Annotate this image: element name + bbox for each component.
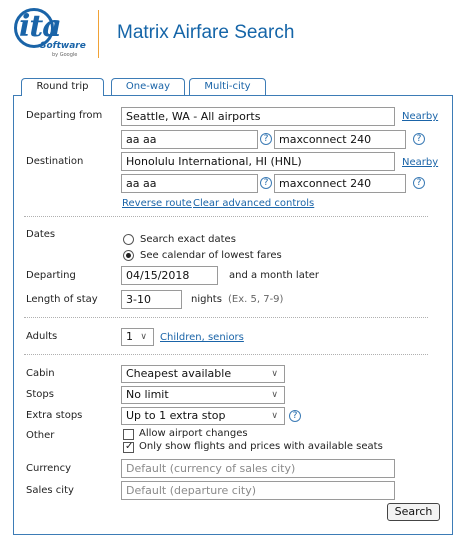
section-divider: [24, 216, 428, 217]
available-seats-label: Only show flights and prices with available seats: [139, 441, 383, 452]
departing-nearby-link[interactable]: Nearby: [402, 111, 439, 122]
departing-date-label: Departing: [26, 270, 76, 281]
search-button[interactable]: Search: [387, 503, 440, 521]
destination-input[interactable]: Honolulu International, HI (HNL): [121, 152, 395, 171]
destination-extension-codes-input[interactable]: maxconnect 240: [274, 174, 406, 193]
chevron-down-icon: ∨: [271, 411, 278, 421]
adults-value: 1: [126, 330, 133, 343]
destination-routing-help-icon[interactable]: ?: [260, 177, 272, 189]
stops-select[interactable]: [121, 386, 285, 404]
destination-label: Destination: [26, 156, 84, 167]
stops-label: Stops: [26, 389, 54, 400]
tab-round-trip[interactable]: Round trip: [21, 78, 104, 96]
adults-select[interactable]: [121, 328, 154, 346]
sales-city-input[interactable]: Default (departure city): [121, 481, 395, 500]
length-of-stay-hint: (Ex. 5, 7-9): [228, 294, 284, 305]
chevron-down-icon: ∨: [271, 390, 278, 400]
extra-stops-label: Extra stops: [26, 410, 83, 421]
departing-from-label: Departing from: [26, 110, 103, 121]
available-seats-checkbox[interactable]: [123, 442, 134, 453]
extra-stops-value: Up to 1 extra stop: [126, 409, 226, 422]
ita-logo-google: by Google: [52, 52, 78, 58]
departing-routing-codes-input[interactable]: aa aa: [121, 130, 258, 149]
departing-date-suffix: and a month later: [229, 270, 320, 281]
allow-airport-changes-checkbox[interactable]: [123, 429, 134, 440]
currency-label: Currency: [26, 463, 72, 474]
cabin-value: Cheapest available: [126, 367, 232, 380]
departing-extension-help-icon[interactable]: ?: [413, 133, 425, 145]
section-divider: [24, 317, 428, 318]
currency-input[interactable]: Default (currency of sales city): [121, 459, 395, 478]
chevron-down-icon: ∨: [271, 369, 278, 379]
search-exact-dates-label: Search exact dates: [140, 234, 236, 245]
calendar-lowest-fares-label: See calendar of lowest fares: [140, 250, 282, 261]
cabin-select[interactable]: [121, 365, 285, 383]
tab-one-way[interactable]: One-way: [111, 78, 185, 95]
extra-stops-help-icon[interactable]: ?: [289, 410, 301, 422]
ita-logo-software: Software: [40, 41, 86, 51]
adults-label: Adults: [26, 331, 58, 342]
departing-from-input[interactable]: Seattle, WA - All airports: [121, 107, 395, 126]
section-divider: [24, 354, 428, 355]
departing-date-input[interactable]: 04/15/2018: [121, 266, 218, 285]
allow-airport-changes-label: Allow airport changes: [139, 428, 248, 439]
header-divider: [98, 10, 99, 58]
page-title: Matrix Airfare Search: [117, 22, 295, 43]
destination-extension-help-icon[interactable]: ?: [413, 177, 425, 189]
dates-label: Dates: [26, 229, 56, 240]
children-seniors-link[interactable]: Children, seniors: [160, 332, 244, 343]
destination-routing-codes-input[interactable]: aa aa: [121, 174, 258, 193]
other-label: Other: [26, 430, 55, 441]
ita-logo: ita: [19, 9, 61, 44]
length-of-stay-label: Length of stay: [26, 294, 98, 305]
sales-city-label: Sales city: [26, 485, 74, 496]
chevron-down-icon: ∨: [140, 332, 147, 342]
tab-multi-city[interactable]: Multi-city: [189, 78, 266, 95]
departing-extension-codes-input[interactable]: maxconnect 240: [274, 130, 406, 149]
extra-stops-select[interactable]: [121, 407, 285, 425]
cabin-label: Cabin: [26, 368, 55, 379]
reverse-route-link[interactable]: Reverse route: [122, 198, 192, 209]
departing-routing-help-icon[interactable]: ?: [260, 133, 272, 145]
calendar-lowest-fares-radio[interactable]: [123, 250, 134, 261]
stops-value: No limit: [126, 388, 169, 401]
search-exact-dates-radio[interactable]: [123, 234, 134, 245]
nights-label: nights: [191, 294, 222, 305]
destination-nearby-link[interactable]: Nearby: [402, 157, 439, 168]
clear-advanced-controls-link[interactable]: Clear advanced controls: [193, 198, 315, 209]
length-of-stay-input[interactable]: 3-10: [121, 290, 182, 309]
